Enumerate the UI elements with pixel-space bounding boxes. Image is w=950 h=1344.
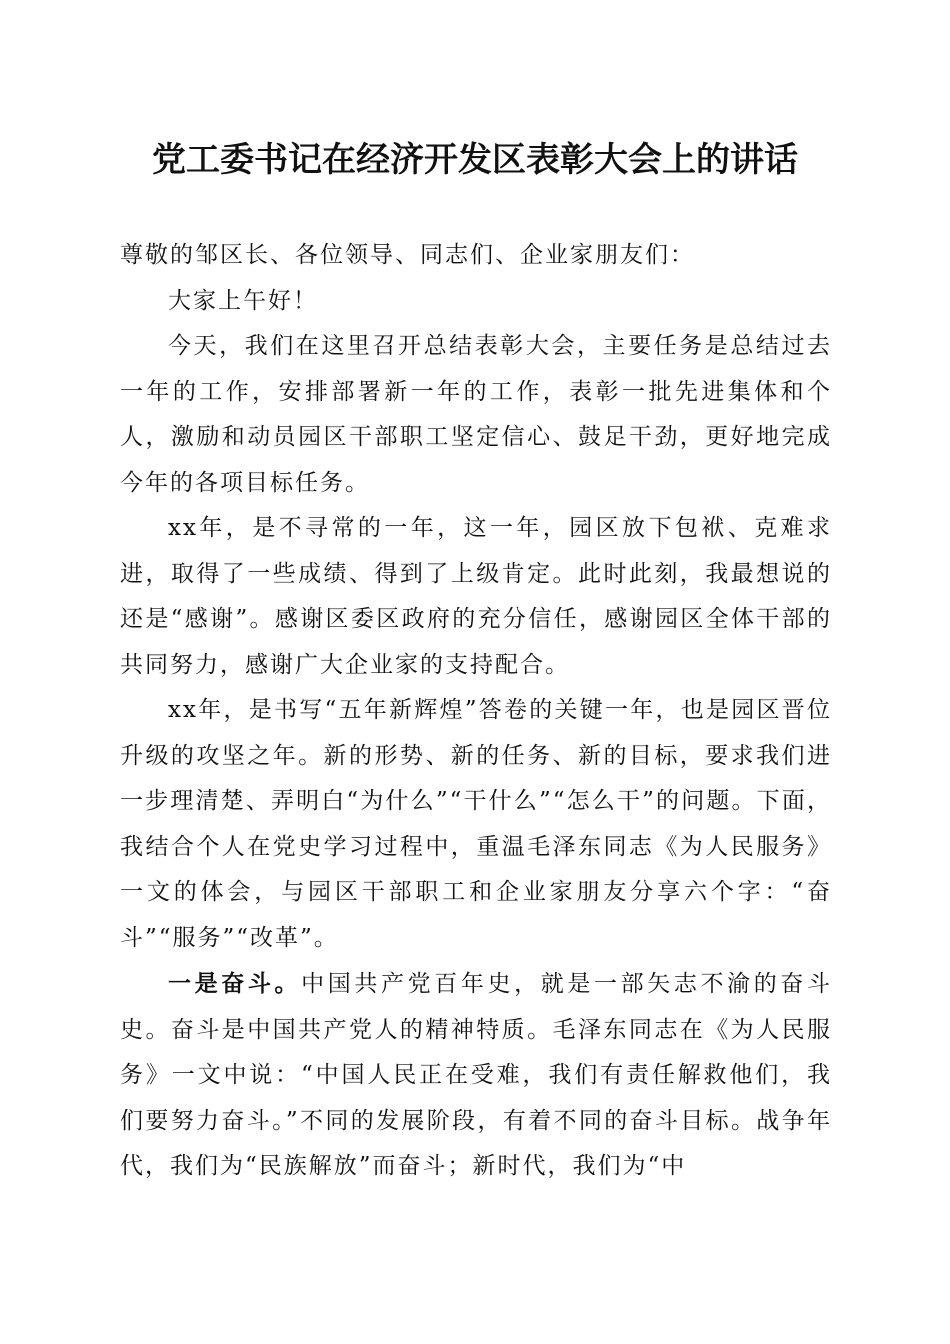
greeting: 大家上午好！	[168, 287, 318, 314]
paragraph-section-struggle	[120, 961, 832, 1190]
salutation: 尊敬的邹区长、各位领导、同志们、企业家朋友们：	[120, 242, 695, 268]
section-lead-struggle: 一是奋斗。	[168, 970, 302, 997]
document-body	[120, 233, 832, 1190]
paragraph-key-year: xx年，是书写“五年新辉煌”答卷的关键一年，也是园区晋位升级的攻坚之年。新的形势、新的任务、新的目标，要求我们进一步理清楚、弄明白“为什么”“干什么”“怎么干”的问题。下面，我结合个人在党史学习过程中，重温毛泽东同志《为人民服务》一文的体会，与园区干部职工和企业家朋友分享六个字：“奋斗”“服务”“改革”。	[120, 697, 832, 951]
paragraph-thanks: xx年，是不寻常的一年，这一年，园区放下包袱、克难求进，取得了一些成绩、得到了上级肯定。此时此刻，我最想说的还是“感谢”。感谢区委区政府的充分信任，感谢园区全体干部的共同努力，感谢广大企业家的支持配合。	[120, 515, 832, 678]
document-title: 党工委书记在经济开发区表彰大会上的讲话	[152, 140, 798, 180]
paragraph-intro: 今天，我们在这里召开总结表彰大会，主要任务是总结过去一年的工作，安排部署新一年的工作，表彰一批先进集体和个人，激励和动员园区干部职工坚定信心、鼓足干劲，更好地完成今年的各项目标任务。	[120, 333, 832, 496]
section-text-struggle: 中国共产党百年史，就是一部矢志不渝的奋斗史。奋斗是中国共产党人的精神特质。毛泽东同志在《为人民服务》一文中说：“中国人民正在受难，我们有责任解救他们，我们要努力奋斗。”不同的发展阶段，有着不同的奋斗目标。战争年代，我们为“民族解放”而奋斗；新时代，我们为“中	[120, 971, 832, 1179]
